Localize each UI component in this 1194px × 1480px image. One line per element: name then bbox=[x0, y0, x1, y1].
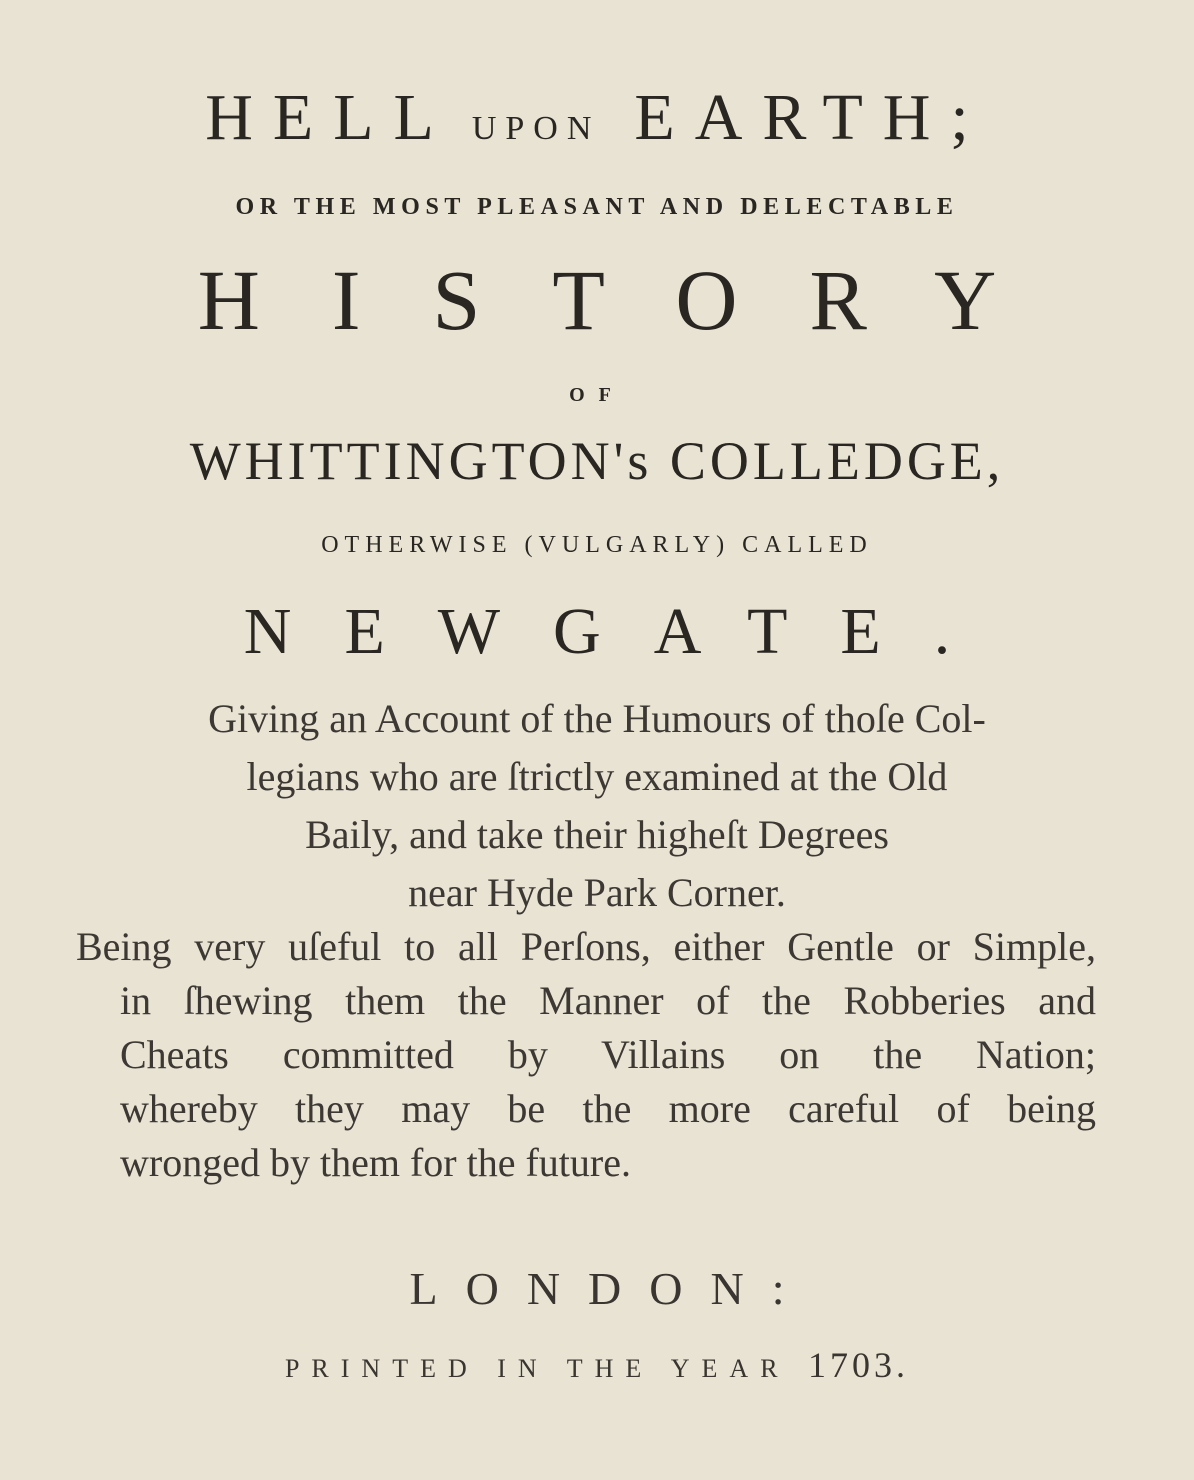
title-newgate: NEWGATE. bbox=[243, 595, 1004, 668]
title-word-upon: UPON bbox=[471, 110, 601, 147]
purpose-line: whereby they may be the more careful of being bbox=[120, 1086, 1096, 1131]
title-word-hell: HELL bbox=[205, 81, 454, 154]
description-line: Giving an Account of the Humours of thoſe Col- bbox=[208, 696, 986, 741]
imprint-date bbox=[0, 1344, 1194, 1386]
imprint-place: LONDON: bbox=[409, 1263, 813, 1314]
purpose-paragraph bbox=[76, 920, 1096, 1190]
description-line: legians who are ſtrictly examined at the Old bbox=[246, 754, 948, 799]
description-line: near Hyde Park Corner. bbox=[408, 870, 786, 915]
purpose-line: Cheats committed by Villains on the Nation; bbox=[120, 1032, 1096, 1077]
imprint-year: 1703. bbox=[808, 1345, 910, 1385]
title-word-earth: EARTH; bbox=[634, 81, 989, 154]
subtitle-otherwise-called: OTHERWISE (VULGARLY) CALLED bbox=[321, 532, 873, 558]
title-line-hell-upon-earth bbox=[0, 80, 1194, 156]
description-paragraph bbox=[0, 690, 1194, 922]
purpose-line: in ſhewing them the Manner of the Robberies and bbox=[120, 978, 1096, 1023]
purpose-line: wronged by them for the future. bbox=[120, 1140, 631, 1185]
title-history: HISTORY bbox=[197, 252, 1069, 348]
title-of: OF bbox=[569, 384, 625, 406]
imprint-printed-text: PRINTED IN THE YEAR bbox=[284, 1354, 790, 1383]
subtitle-pleasant-delectable: OR THE MOST PLEASANT AND DELECTABLE bbox=[235, 194, 959, 220]
purpose-line: Being very uſeful to all Perſons, either Gentle or Simple, bbox=[76, 924, 1096, 969]
description-line: Baily, and take their higheſt Degrees bbox=[305, 812, 889, 857]
title-whittingtons-colledge: WHITTINGTON's COLLEDGE, bbox=[189, 431, 1005, 491]
